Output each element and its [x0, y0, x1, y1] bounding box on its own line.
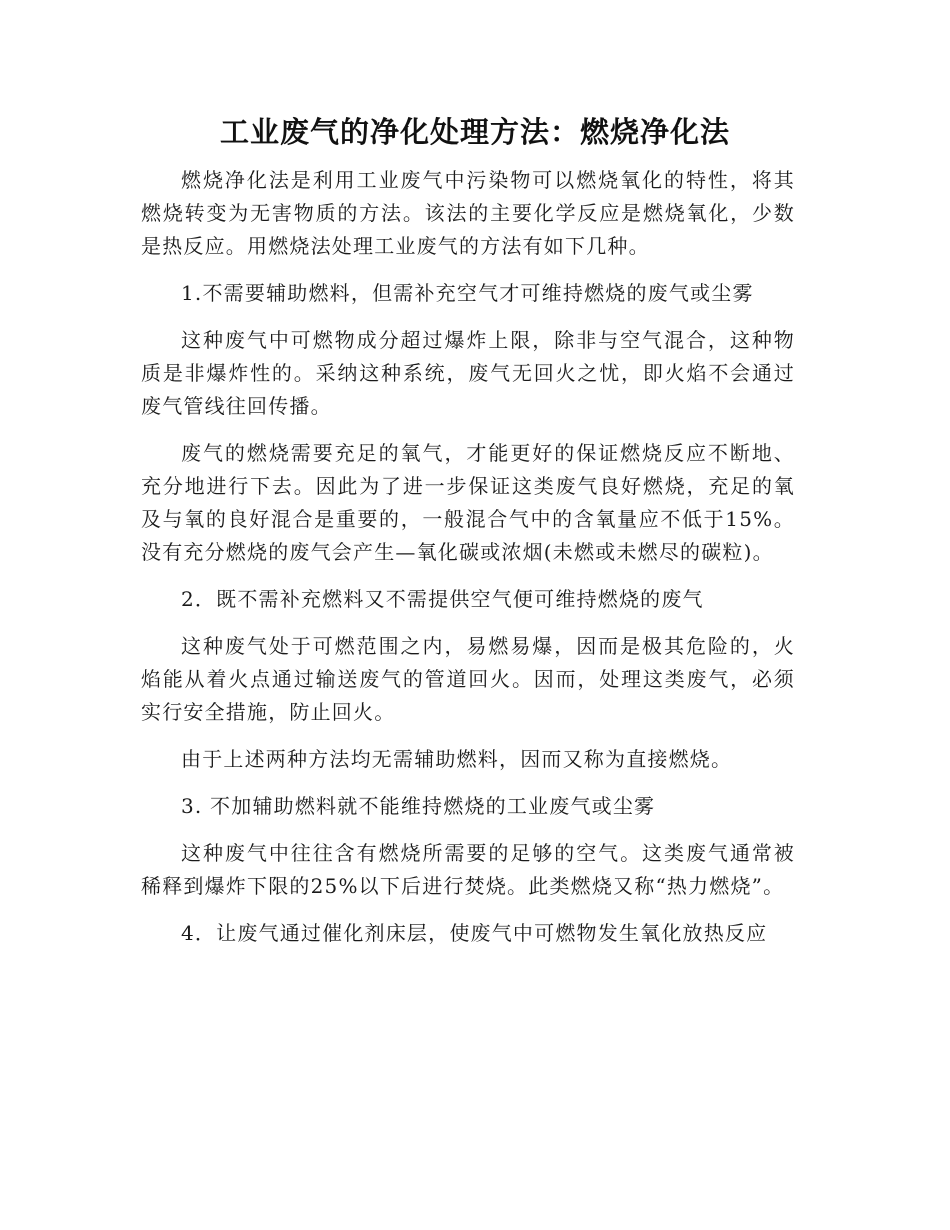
paragraph-method-1-desc: 这种废气中可燃物成分超过爆炸上限，除非与空气混合，这种物质是非爆炸性的。采纳这种系统，废气无回火之忧，即火焰不会通过废气管线往回传播。	[141, 328, 795, 418]
paragraph-direct-combustion: 由于上述两种方法均无需辅助燃料，因而又称为直接燃烧。	[181, 747, 733, 771]
document-body	[141, 164, 795, 964]
heading-method-3: 3. 不加辅助燃料就不能维持燃烧的工业废气或尘雾	[181, 794, 656, 818]
paragraph-method-3-desc: 这种废气中往往含有燃烧所需要的足够的空气。这类废气通常被稀释到爆炸下限的25%以下后进行焚烧。此类燃烧又称“热力燃烧”。	[141, 841, 795, 898]
heading-method-1: 1.不需要辅助燃料，但需补充空气才可维持燃烧的废气或尘雾	[181, 281, 754, 305]
paragraph-method-2-desc: 这种废气处于可燃范围之内，易燃易爆，因而是极其危险的，火焰能从着火点通过输送废气的管道回火。因而，处理这类废气，必须实行安全措施，防止回火。	[141, 634, 795, 724]
heading-method-2: 2．既不需补充燃料又不需提供空气便可维持燃烧的废气	[181, 587, 704, 611]
heading-method-4: 4．让废气通过催化剂床层，使废气中可燃物发生氧化放热反应	[181, 921, 768, 945]
paragraph-oxygen: 废气的燃烧需要充足的氧气，才能更好的保证燃烧反应不断地、充分地进行下去。因此为了进一步保证这类废气良好燃烧，充足的氧及与氧的良好混合是重要的，一般混合气中的含氧量应不低于15%。没有充分燃烧的废气会产生—氧化碳或浓烟(未燃或未燃尽的碳粒)。	[141, 441, 795, 564]
document-title: 工业废气的净化处理方法：燃烧净化法	[219, 115, 730, 149]
paragraph-intro: 燃烧净化法是利用工业废气中污染物可以燃烧氧化的特性，将其燃烧转变为无害物质的方法。该法的主要化学反应是燃烧氧化，少数是热反应。用燃烧法处理工业废气的方法有如下几种。	[141, 168, 795, 258]
